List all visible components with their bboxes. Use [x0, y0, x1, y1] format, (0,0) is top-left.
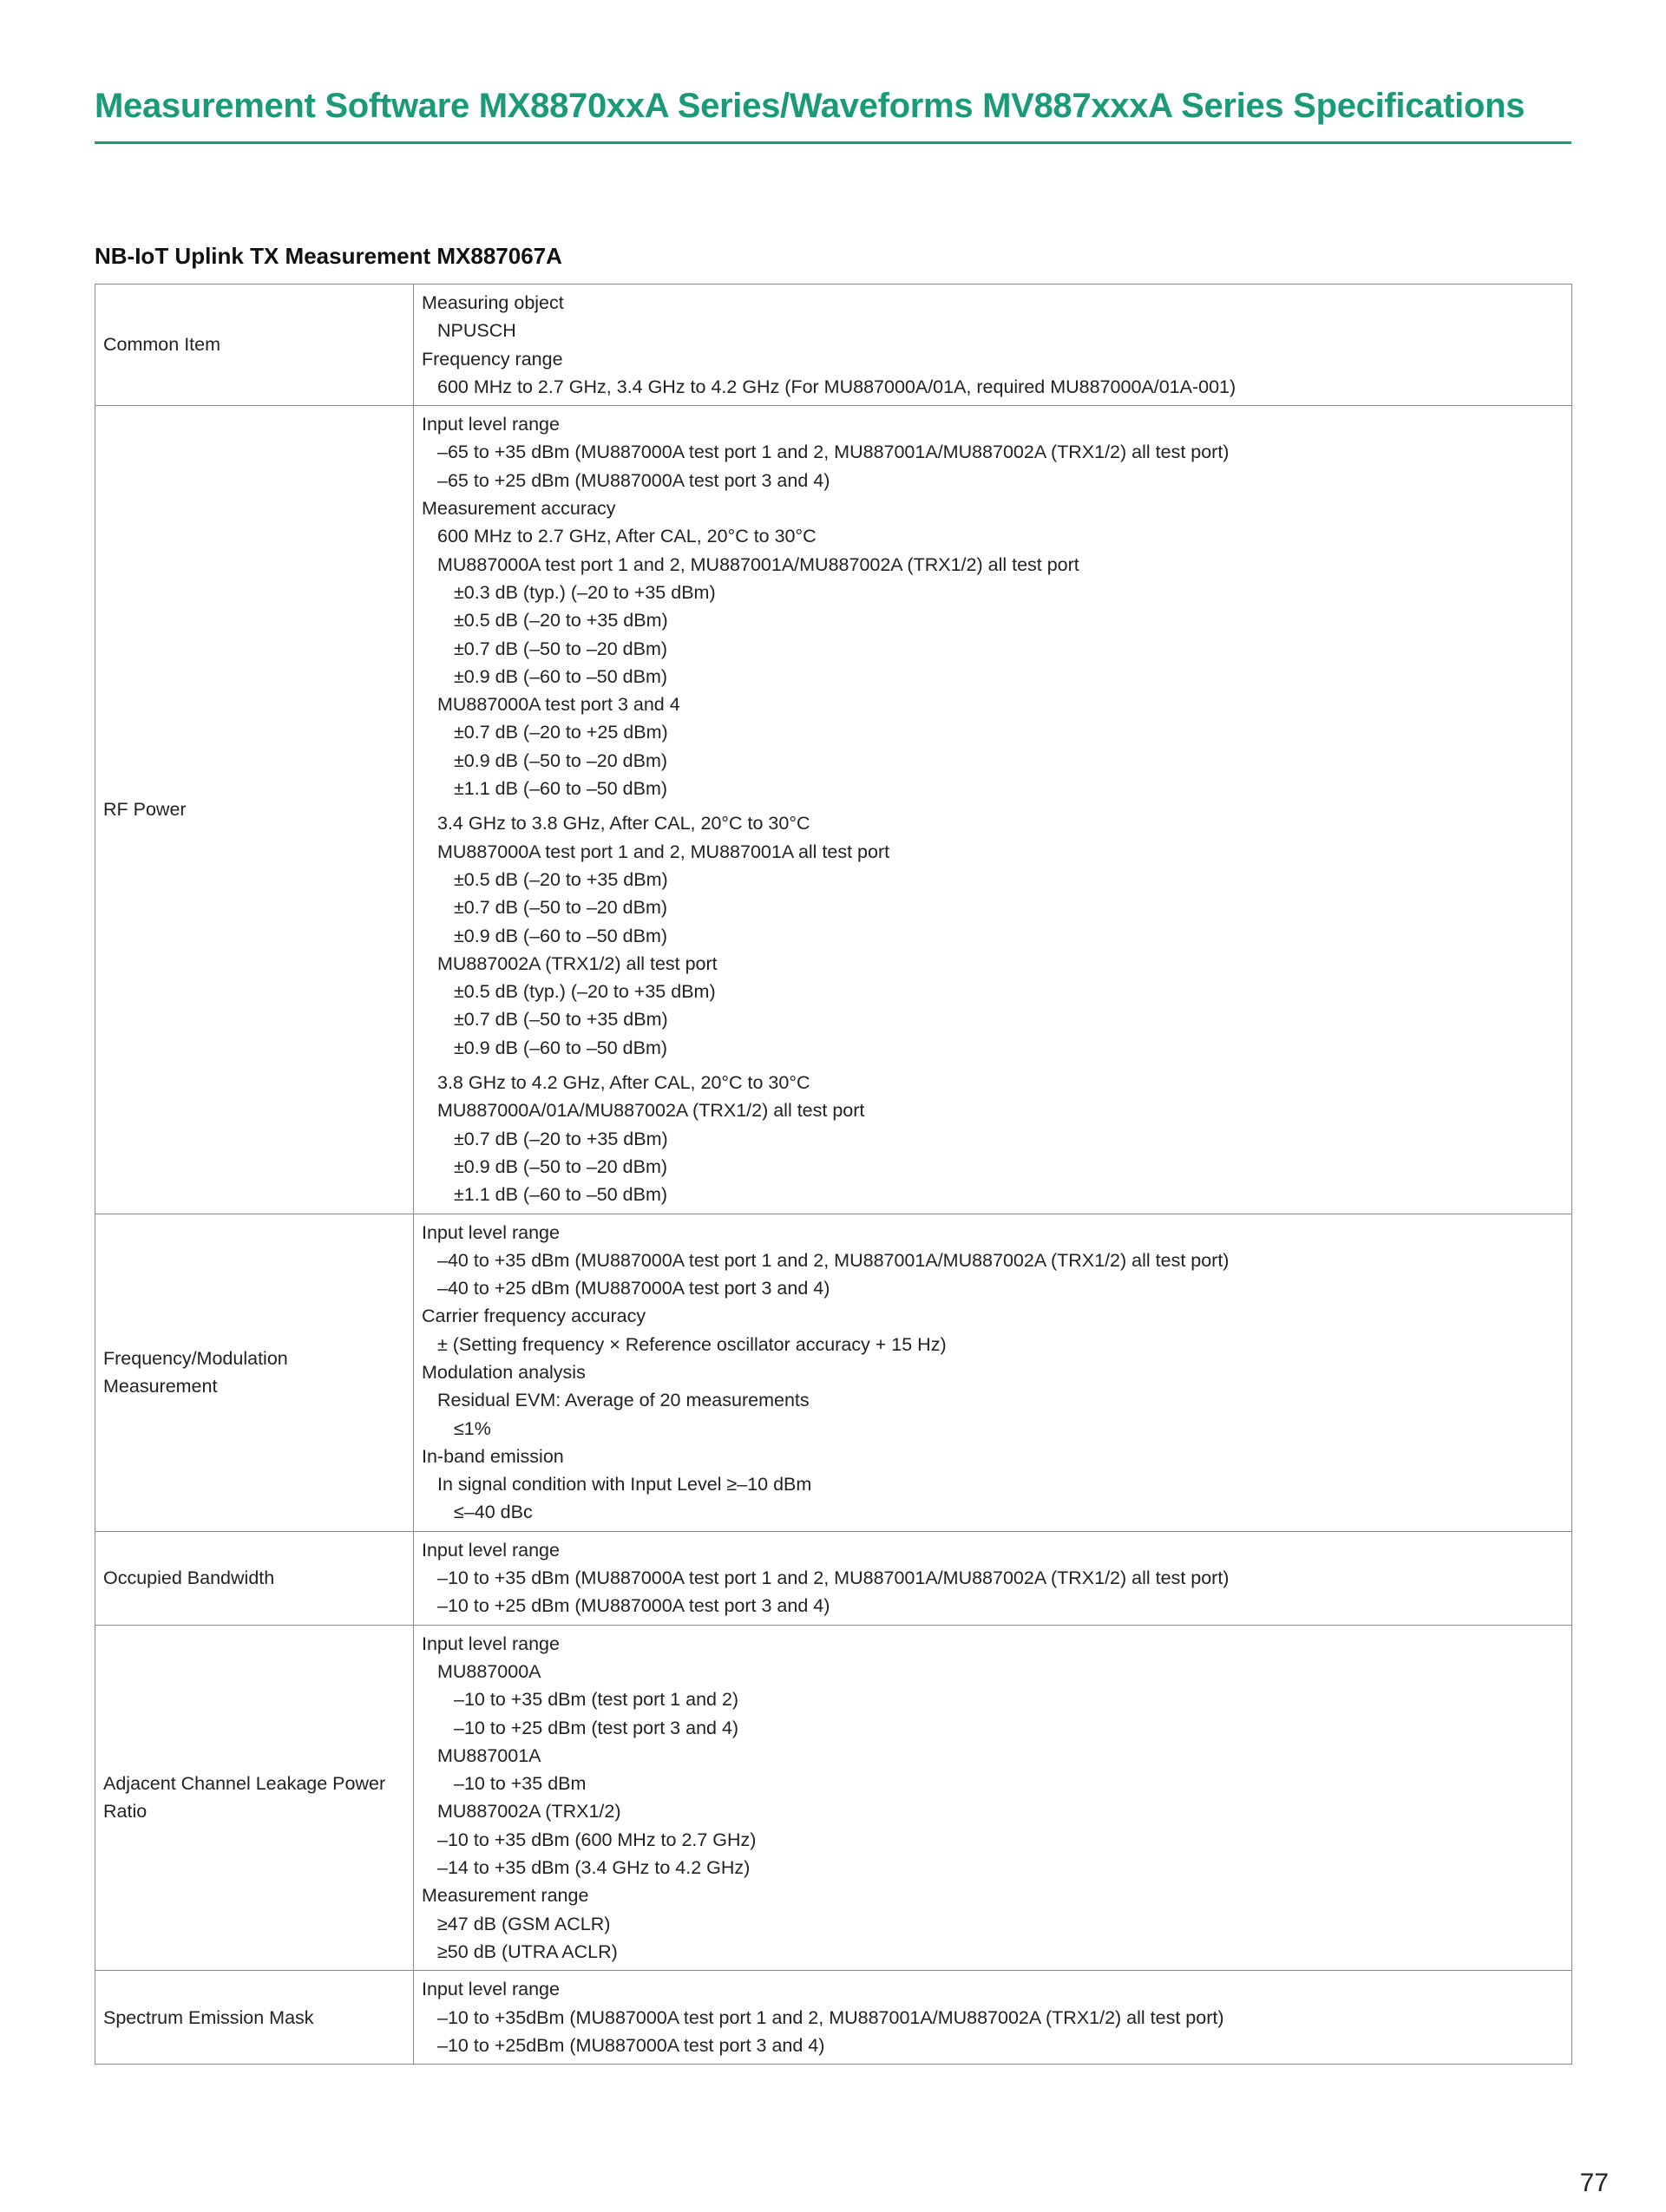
spec-line: Residual EVM: Average of 20 measurements — [437, 1390, 810, 1411]
spec-line: ≥50 dB (UTRA ACLR) — [437, 1940, 618, 1962]
spec-row-label: Occupied Bandwidth — [103, 1567, 275, 1589]
spec-row-label-cell — [95, 1214, 414, 1531]
spec-line: ±0.9 dB (–50 to –20 dBm) — [454, 749, 668, 771]
spec-row-label: Adjacent Channel Leakage Power Ratio — [103, 1773, 386, 1823]
spec-line: ±1.1 dB (–60 to –50 dBm) — [454, 778, 668, 800]
spec-line: Measurement accuracy — [422, 498, 616, 520]
spec-line: ±1.1 dB (–60 to –50 dBm) — [454, 1184, 668, 1206]
spec-line: Measurement range — [422, 1885, 589, 1907]
spec-row — [95, 1214, 1572, 1531]
spec-line: ≤1% — [454, 1417, 491, 1439]
spec-line: –10 to +25 dBm (test port 3 and 4) — [454, 1717, 739, 1738]
spec-row-content-cell — [414, 1971, 1572, 2065]
spec-line: Modulation analysis — [422, 1361, 586, 1383]
spec-row-content-cell — [414, 406, 1572, 1214]
spec-line: 3.8 GHz to 4.2 GHz, After CAL, 20°C to 30°C — [437, 1072, 810, 1094]
spec-line: MU887002A (TRX1/2) — [437, 1801, 621, 1823]
spec-line: MU887000A/01A/MU887002A (TRX1/2) all test port — [437, 1100, 865, 1122]
spec-line: –10 to +35 dBm — [454, 1773, 587, 1795]
spec-line: 600 MHz to 2.7 GHz, After CAL, 20°C to 30°C — [437, 526, 817, 547]
spec-row-label: Common Item — [103, 334, 221, 356]
spec-line: –40 to +25 dBm (MU887000A test port 3 and 4) — [437, 1278, 830, 1299]
spec-line: 600 MHz to 2.7 GHz, 3.4 GHz to 4.2 GHz (For MU887000A/01A, required MU887000A/01A-001) — [437, 376, 1236, 397]
spec-line: –10 to +25 dBm (MU887000A test port 3 and 4) — [437, 1595, 830, 1617]
spec-line: ±0.7 dB (–50 to –20 dBm) — [454, 638, 668, 659]
spec-line: MU887001A — [437, 1744, 541, 1766]
spec-line: –65 to +25 dBm (MU887000A test port 3 and 4) — [437, 469, 830, 491]
spec-line: Input level range — [422, 1633, 560, 1654]
spec-line: ±0.5 dB (–20 to +35 dBm) — [454, 868, 668, 890]
spec-row — [95, 1971, 1572, 2065]
spec-row-label-cell — [95, 1971, 414, 2065]
spec-row — [95, 406, 1572, 1214]
spec-line: MU887000A test port 1 and 2, MU887001A all test port — [437, 841, 890, 862]
spec-line: ≤–40 dBc — [454, 1502, 533, 1523]
spec-line: ±0.5 dB (typ.) (–20 to +35 dBm) — [454, 981, 716, 1003]
spec-line: ±0.9 dB (–50 to –20 dBm) — [454, 1155, 668, 1177]
spec-line: MU887000A test port 1 and 2, MU887001A/MU887002A (TRX1/2) all test port — [437, 553, 1079, 575]
spec-row-label: RF Power — [103, 799, 187, 821]
spec-row — [95, 1531, 1572, 1625]
spec-line: –10 to +35 dBm (test port 1 and 2) — [454, 1689, 739, 1711]
spec-row — [95, 285, 1572, 406]
spec-row-content-cell — [414, 285, 1572, 406]
spec-line: Frequency range — [422, 348, 563, 370]
spec-row-label-cell — [95, 1625, 414, 1971]
spec-row-label: Spectrum Emission Mask — [103, 2006, 314, 2028]
spec-line: Input level range — [422, 414, 560, 435]
spec-line: ±0.5 dB (–20 to +35 dBm) — [454, 610, 668, 632]
spec-row — [95, 1625, 1572, 1971]
spec-line: Input level range — [422, 1539, 560, 1561]
spec-line: ± (Setting frequency × Reference oscillator accuracy + 15 Hz) — [437, 1333, 947, 1355]
spec-row-label: Frequency/Modulation Measurement — [103, 1347, 288, 1397]
spec-line: ±0.7 dB (–20 to +25 dBm) — [454, 722, 668, 743]
spec-row-label-cell — [95, 1531, 414, 1625]
spec-line: ±0.9 dB (–60 to –50 dBm) — [454, 1037, 668, 1058]
spec-line: –65 to +35 dBm (MU887000A test port 1 and 2, MU887001A/MU887002A (TRX1/2) all test port) — [437, 442, 1230, 463]
spec-line: Input level range — [422, 1221, 560, 1243]
spec-row-content-cell — [414, 1214, 1572, 1531]
spec-row-label-cell — [95, 285, 414, 406]
spec-row-label-cell — [95, 406, 414, 1214]
spec-row-content-cell — [414, 1531, 1572, 1625]
spec-line: ±0.9 dB (–60 to –50 dBm) — [454, 665, 668, 687]
spec-line: Carrier frequency accuracy — [422, 1306, 646, 1327]
spec-line: Input level range — [422, 1979, 560, 2000]
spec-line: –10 to +25dBm (MU887000A test port 3 and 4) — [437, 2034, 825, 2056]
spec-line: –10 to +35 dBm (MU887000A test port 1 and 2, MU887001A/MU887002A (TRX1/2) all test port) — [437, 1567, 1230, 1589]
spec-line: ±0.7 dB (–20 to +35 dBm) — [454, 1128, 668, 1149]
spec-row-content-cell — [414, 1625, 1572, 1971]
page-number: 77 — [1579, 2169, 1609, 2197]
spec-line: In-band emission — [422, 1445, 564, 1467]
spec-line: 3.4 GHz to 3.8 GHz, After CAL, 20°C to 30°C — [437, 813, 810, 834]
spec-line: –14 to +35 dBm (3.4 GHz to 4.2 GHz) — [437, 1857, 751, 1879]
title-rule — [95, 141, 1571, 144]
spec-line: –40 to +35 dBm (MU887000A test port 1 and 2, MU887001A/MU887002A (TRX1/2) all test port) — [437, 1249, 1230, 1271]
spec-line: MU887000A test port 3 and 4 — [437, 694, 680, 716]
spec-line: MU887002A (TRX1/2) all test port — [437, 952, 718, 974]
spec-line: In signal condition with Input Level ≥–10 dBm — [437, 1474, 812, 1495]
spec-line: –10 to +35dBm (MU887000A test port 1 and 2, MU887001A/MU887002A (TRX1/2) all test port) — [437, 2006, 1224, 2028]
spec-line: ±0.3 dB (typ.) (–20 to +35 dBm) — [454, 581, 716, 603]
spec-table-body — [95, 285, 1572, 2065]
spec-line: NPUSCH — [437, 320, 516, 342]
spec-line: ±0.7 dB (–50 to –20 dBm) — [454, 897, 668, 919]
spec-line: ≥47 dB (GSM ACLR) — [437, 1913, 611, 1934]
spec-line: ±0.7 dB (–50 to +35 dBm) — [454, 1009, 668, 1031]
spec-line: Measuring object — [422, 292, 564, 313]
spec-line: MU887000A — [437, 1660, 541, 1682]
spec-line: –10 to +35 dBm (600 MHz to 2.7 GHz) — [437, 1829, 757, 1850]
spec-line: ±0.9 dB (–60 to –50 dBm) — [454, 925, 668, 946]
section-title: NB-IoT Uplink TX Measurement MX887067A — [95, 243, 562, 269]
page-title: Measurement Software MX8870xxA Series/Waveforms MV887xxxA Series Specifications — [95, 87, 1525, 125]
spec-table — [95, 284, 1572, 2065]
